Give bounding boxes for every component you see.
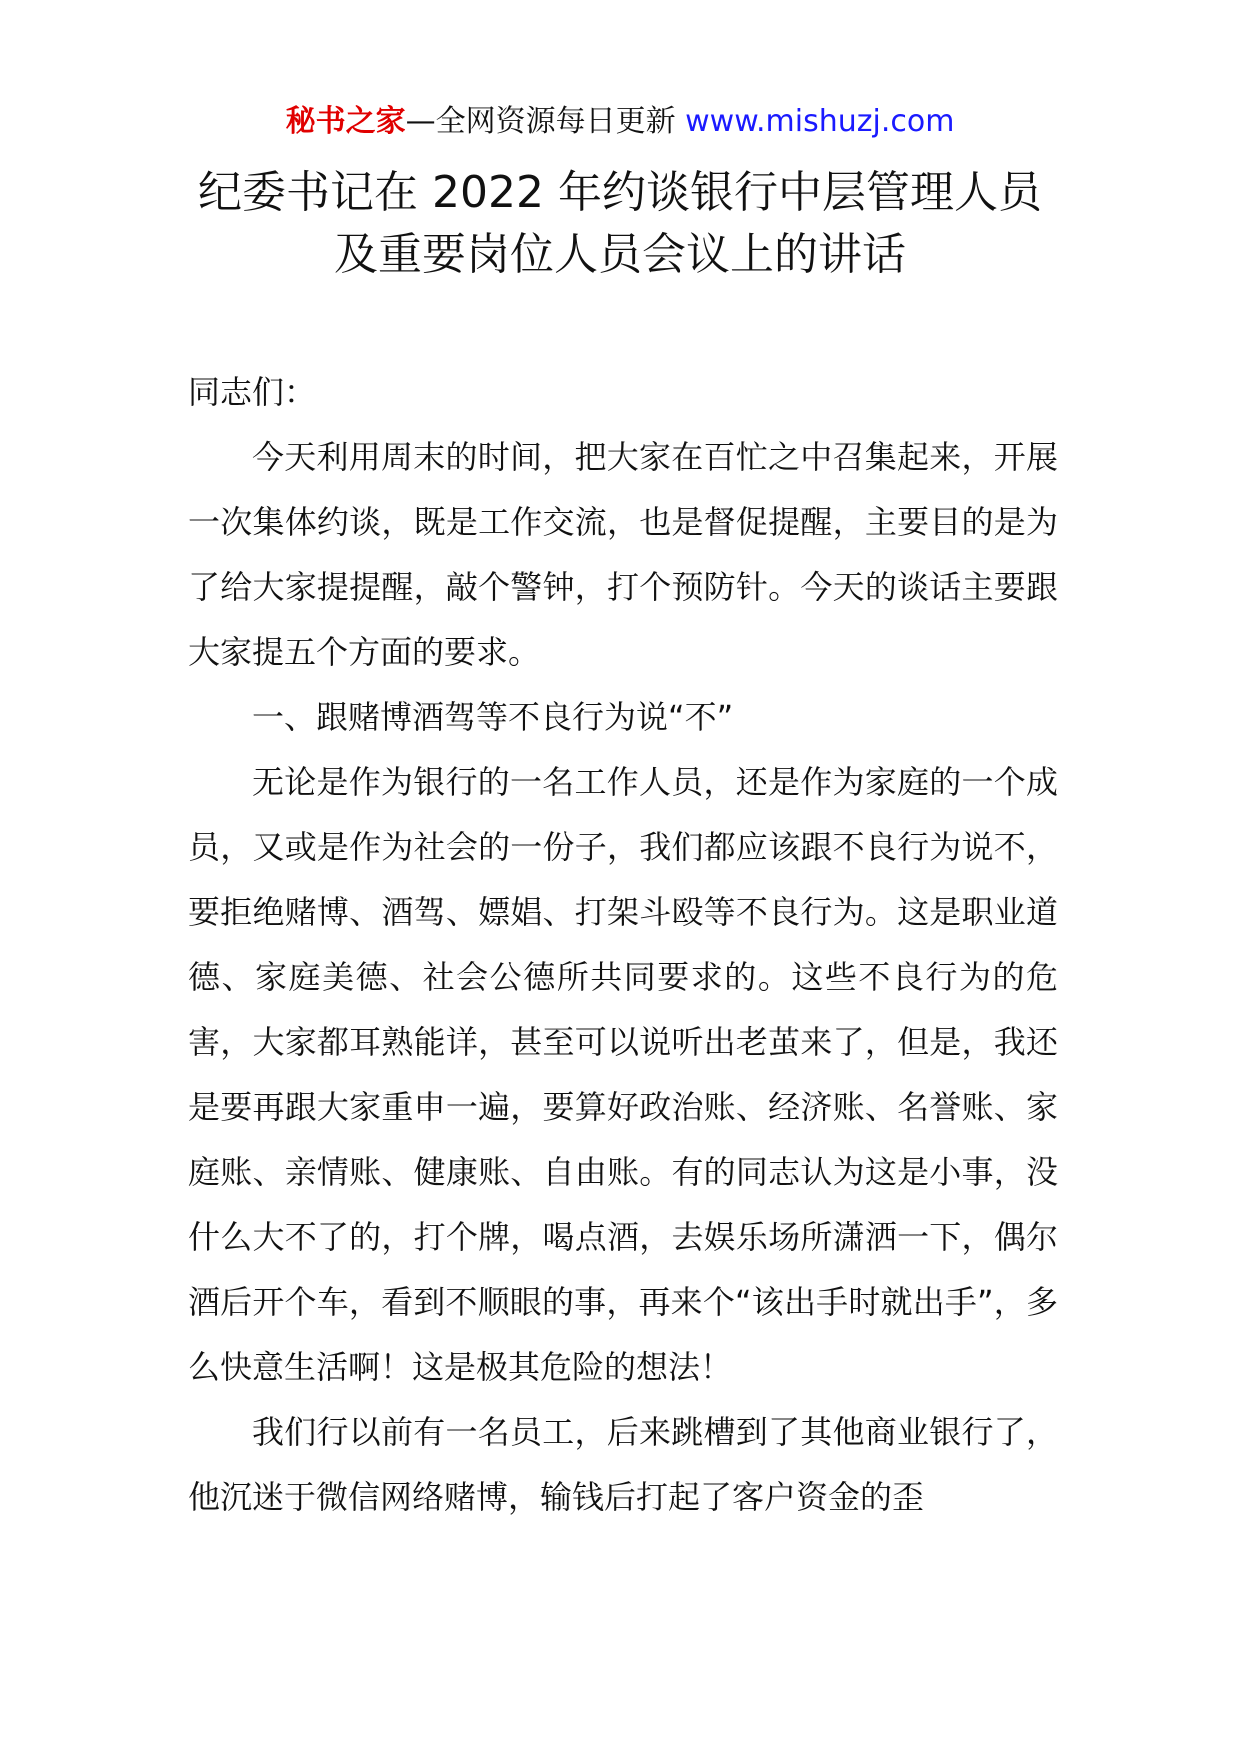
site-brand: 秘书之家 [285,104,406,139]
document-body [188,360,1058,1530]
document-title [140,162,1100,286]
site-header [0,102,1240,142]
title-line-1: 纪委书记在 2022 年约谈银行中层管理人员 [198,167,1042,218]
salutation: 同志们： [188,373,317,411]
section-heading: 一、跟赌博酒驾等不良行为说“不” [252,698,734,736]
title-line-2: 及重要岗位人员会议上的讲话 [334,229,906,280]
site-url-link[interactable]: www.mishuzj.com [685,104,955,139]
paragraph: 我们行以前有一名员工，后来跳槽到了其他商业银行了，他沉迷于微信网络赌博，输钱后打起了客户资金的歪 [188,1413,1058,1516]
site-tagline: —全网资源每日更新 [405,104,686,139]
paragraph: 今天利用周末的时间，把大家在百忙之中召集起来，开展一次集体约谈，既是工作交流，也是督促提醒，主要目的是为了给大家提提醒，敲个警钟，打个预防针。今天的谈话主要跟大家提五个方面的要求。 [188,438,1058,671]
paragraph: 无论是作为银行的一名工作人员，还是作为家庭的一个成员，又或是作为社会的一份子，我们都应该跟不良行为说不，要拒绝赌博、酒驾、嫖娼、打架斗殴等不良行为。这是职业道德、家庭美德、社会公德所共同要求的。这些不良行为的危害，大家都耳熟能详，甚至可以说听出老茧来了，但是，我还是要再跟大家重申一遍，要算好政治账、经济账、名誉账、家庭账、亲情账、健康账、自由账。有的同志认为这是小事，没什么大不了的，打个牌，喝点酒，去娱乐场所潇洒一下，偶尔酒后开个车，看到不顺眼的事，再来个“该出手时就出手”，多么快意生活啊！这是极其危险的想法！ [188,763,1058,1386]
